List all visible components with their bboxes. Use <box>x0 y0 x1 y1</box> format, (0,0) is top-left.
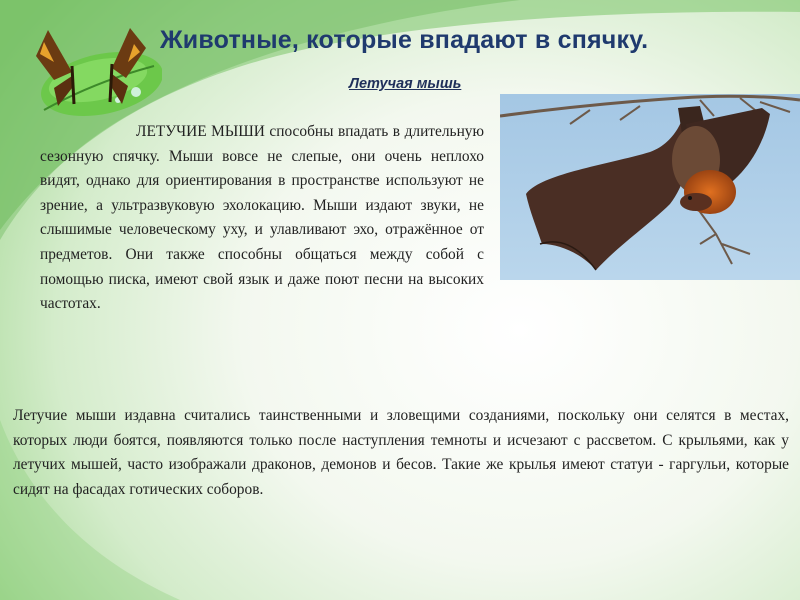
hanging-bat-photo <box>500 94 800 280</box>
paragraph-intro: ЛЕТУЧИЕ МЫШИ способны впадать в длительную сезонную спячку. Мыши вовсе не слепые, они очень неплохо видят, однако для ориентирования в пространстве используют не зрение, а ультразвуковую эхолокацию. Мыши издают звуки, не слышимые человеческому уху, и улавливают эхо, отражённое от предметов. Они также способны общаться между собой с помощью писка, имеют свой язык и даже поют песни на высоких частотах. <box>40 123 484 313</box>
paragraph-legends: Летучие мыши издавна считались таинственными и зловещими созданиями, поскольку они селятся в местах, которых люди боятся, появляются только после наступления темноты и исчезают с рассветом. С крыльями, как у летучих мышей, часто изображали драконов, демонов и бесов. Такие же крылья имеют статуи - гаргульи, которые сидят на фасадах готических соборов. <box>13 407 789 498</box>
slide-subtitle: Летучая мышь <box>349 76 462 92</box>
slide-title: Животные, которые впадают в спячку. <box>160 26 649 54</box>
butterfly-icon <box>14 22 162 122</box>
